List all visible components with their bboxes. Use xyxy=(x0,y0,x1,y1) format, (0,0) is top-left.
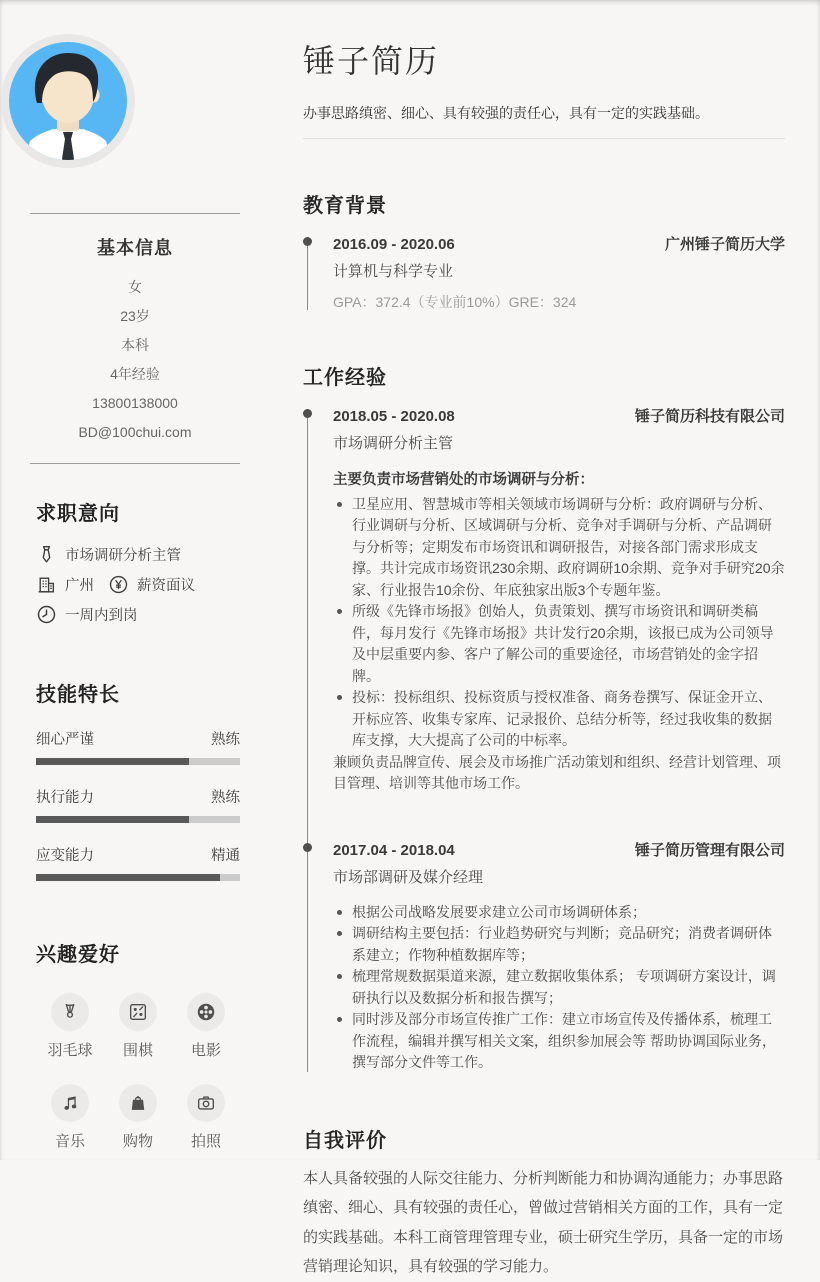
hobbies-heading: 兴趣爱好 xyxy=(36,944,120,966)
skill-bar-fill xyxy=(36,874,220,881)
hobby-item xyxy=(51,1084,89,1151)
intent-position: 市场调研分析主管 xyxy=(65,547,181,564)
job-intent-section xyxy=(0,497,270,629)
skill-name: 细心严谨 xyxy=(36,732,94,748)
timeline-line xyxy=(307,414,308,1072)
education-entry xyxy=(333,233,785,312)
work-bullet-list xyxy=(333,494,785,752)
skill-bar xyxy=(36,758,240,765)
basic-info-list xyxy=(0,273,270,447)
info-email: BD@100chui.com xyxy=(78,424,192,440)
skill-name: 执行能力 xyxy=(36,790,94,806)
intent-salary: 薪资面议 xyxy=(137,577,195,594)
info-age: 23岁 xyxy=(120,308,150,324)
work-company: 锤子简历管理有限公司 xyxy=(634,841,785,859)
work-entry xyxy=(333,839,785,1074)
work-bullet: 梳理常规数据渠道来源，建立数据收集体系； 专项调研方案设计，调研执行以及数据分析和报告撰写； xyxy=(333,966,785,1009)
shopping-bag-icon xyxy=(119,1084,157,1122)
education-timeline xyxy=(303,233,785,312)
skill-level: 熟练 xyxy=(211,732,240,748)
skill-item xyxy=(36,728,240,765)
skill-item xyxy=(36,786,240,823)
education-school: 广州锤子简历大学 xyxy=(664,236,785,253)
clock-icon xyxy=(36,604,57,625)
work-role: 市场调研分析主管 xyxy=(333,435,454,452)
hobby-item xyxy=(119,1084,157,1151)
timeline-dot xyxy=(303,237,312,246)
hobbies-section xyxy=(0,938,270,1151)
sidebar-divider-bottom xyxy=(30,463,240,464)
hobby-item xyxy=(119,993,157,1060)
evaluation-section xyxy=(303,1124,785,1282)
info-experience: 4年经验 xyxy=(110,366,160,382)
hobby-label: 羽毛球 xyxy=(47,1042,93,1059)
work-timeline xyxy=(303,405,785,1074)
work-bullet: 卫星应用、智慧城市等相关领域市场调研与分析：政府调研与分析、行业调研与分析、区域调研与分析、竞争对手调研与分析、产品调研与分析等；定期发布市场资讯和调研报告，对接各部门需求形成支撑。共计完成市场资讯230余期、政府调研10余期、竞争对手研究20余家、行业报告10余份、年底独家出版3个专题年鉴。 xyxy=(333,494,785,602)
skill-name: 应变能力 xyxy=(36,848,94,864)
film-reel-icon xyxy=(187,993,225,1031)
intent-arrival: 一周内到岗 xyxy=(65,607,138,624)
work-heading: 工作经验 xyxy=(303,367,387,389)
work-intro: 主要负责市场营销处的市场调研与分析： xyxy=(333,472,594,488)
hobby-label: 电影 xyxy=(190,1042,221,1059)
timeline-dot xyxy=(303,409,312,418)
skills-section xyxy=(0,678,270,881)
timeline-line xyxy=(307,242,308,310)
hobby-label: 购物 xyxy=(122,1133,153,1150)
education-period: 2016.09 - 2020.06 xyxy=(333,236,455,253)
badminton-icon xyxy=(51,993,89,1031)
intent-arrival-row xyxy=(36,599,240,629)
resume-title: 锤子简历 xyxy=(303,43,440,79)
music-note-icon xyxy=(51,1084,89,1122)
avatar-illustration xyxy=(0,33,136,169)
skills-heading: 技能特长 xyxy=(36,684,120,706)
skill-item xyxy=(36,844,240,881)
evaluation-heading: 自我评价 xyxy=(303,1129,387,1152)
skill-bar-fill xyxy=(36,816,189,823)
education-major: 计算机与科学专业 xyxy=(333,263,454,280)
education-heading: 教育背景 xyxy=(303,195,387,217)
work-period: 2017.04 - 2018.04 xyxy=(333,841,455,859)
skill-bar-fill xyxy=(36,758,189,765)
hobby-label: 拍照 xyxy=(190,1133,221,1150)
info-phone: 13800138000 xyxy=(92,395,178,411)
work-bullet: 同时涉及部分市场宣传推广工作：建立市场宣传及传播体系，梳理工作流程，编辑并撰写相关文案，组织参加展会等 帮助协调国际业务，撰写部分文件等工作。 xyxy=(333,1009,785,1074)
job-intent-heading: 求职意向 xyxy=(36,503,120,525)
evaluation-text: 本人具备较强的人际交往能力、分析判断能力和协调沟通能力；办事思路缜密、细心、具有较强的责任心，曾做过营销相关方面的工作，具有一定的实践基础。本科工商管理管理专业，硕士研究生学历，具备一定的市场营销理论知识，具有较强的学习能力。 xyxy=(303,1169,784,1275)
go-board-icon xyxy=(119,993,157,1031)
hobby-item xyxy=(187,993,225,1060)
building-icon xyxy=(36,574,57,595)
work-bullet: 所级《先锋市场报》创始人，负责策划、撰写市场资讯和调研类稿件，每月发行《先锋市场报》共计发行20余期，该报已成为公司领导及中层重要内参、客户了解公司的重要途径，市场营销处的金字招牌。 xyxy=(333,601,785,687)
work-company: 锤子简历科技有限公司 xyxy=(634,408,785,425)
work-period: 2018.05 - 2020.08 xyxy=(333,408,455,425)
work-bullet: 投标：投标组织、投标资质与授权准备、商务卷撰写、保证金开立、开标应答、收集专家库、记录报价、总结分析等，经过我收集的数据库支撑，大大提高了公司的中标率。 xyxy=(333,687,785,752)
info-gender: 女 xyxy=(128,279,142,295)
intent-city-salary-row xyxy=(36,569,240,599)
info-degree: 本科 xyxy=(121,337,149,353)
sidebar xyxy=(0,0,270,1160)
intent-city: 广州 xyxy=(65,577,94,594)
hobby-label: 围棋 xyxy=(122,1042,153,1059)
basic-info-heading: 基本信息 xyxy=(97,238,173,258)
hobby-label: 音乐 xyxy=(54,1133,85,1150)
resume-summary: 办事思路缜密、细心、具有较强的责任心，具有一定的实践基础。 xyxy=(303,103,785,139)
intent-position-row xyxy=(36,539,240,569)
work-section xyxy=(303,361,785,1074)
skill-bar xyxy=(36,874,240,881)
skill-bar xyxy=(36,816,240,823)
main-column xyxy=(270,0,820,1275)
education-section xyxy=(303,189,785,312)
camera-icon xyxy=(187,1084,225,1122)
education-note: GPA：372.4（专业前10%）GRE：324 xyxy=(333,294,577,310)
avatar xyxy=(0,33,270,169)
work-bullet-list xyxy=(333,902,785,1074)
hobby-item xyxy=(47,993,92,1060)
work-bullet: 根据公司战略发展要求建立公司市场调研体系； xyxy=(333,902,785,924)
tie-icon xyxy=(36,544,57,565)
timeline-dot xyxy=(303,843,312,852)
work-bullet: 调研结构主要包括：行业趋势研究与判断；竞品研究；消费者调研体系建立；作物种植数据库等； xyxy=(333,923,785,966)
hobby-item xyxy=(187,1084,225,1151)
sidebar-divider-top xyxy=(30,213,240,214)
work-entry xyxy=(333,405,785,795)
hobby-grid xyxy=(36,993,240,1151)
work-role: 市场部调研及媒介经理 xyxy=(333,868,484,886)
work-outro: 兼顾负责品牌宣传、展会及市场推广活动策划和组织、经营计划管理、项目管理、培训等其他市场工作。 xyxy=(333,753,781,791)
skill-level: 精通 xyxy=(211,848,240,864)
yen-circle-icon xyxy=(108,574,129,595)
skill-level: 熟练 xyxy=(211,790,240,806)
